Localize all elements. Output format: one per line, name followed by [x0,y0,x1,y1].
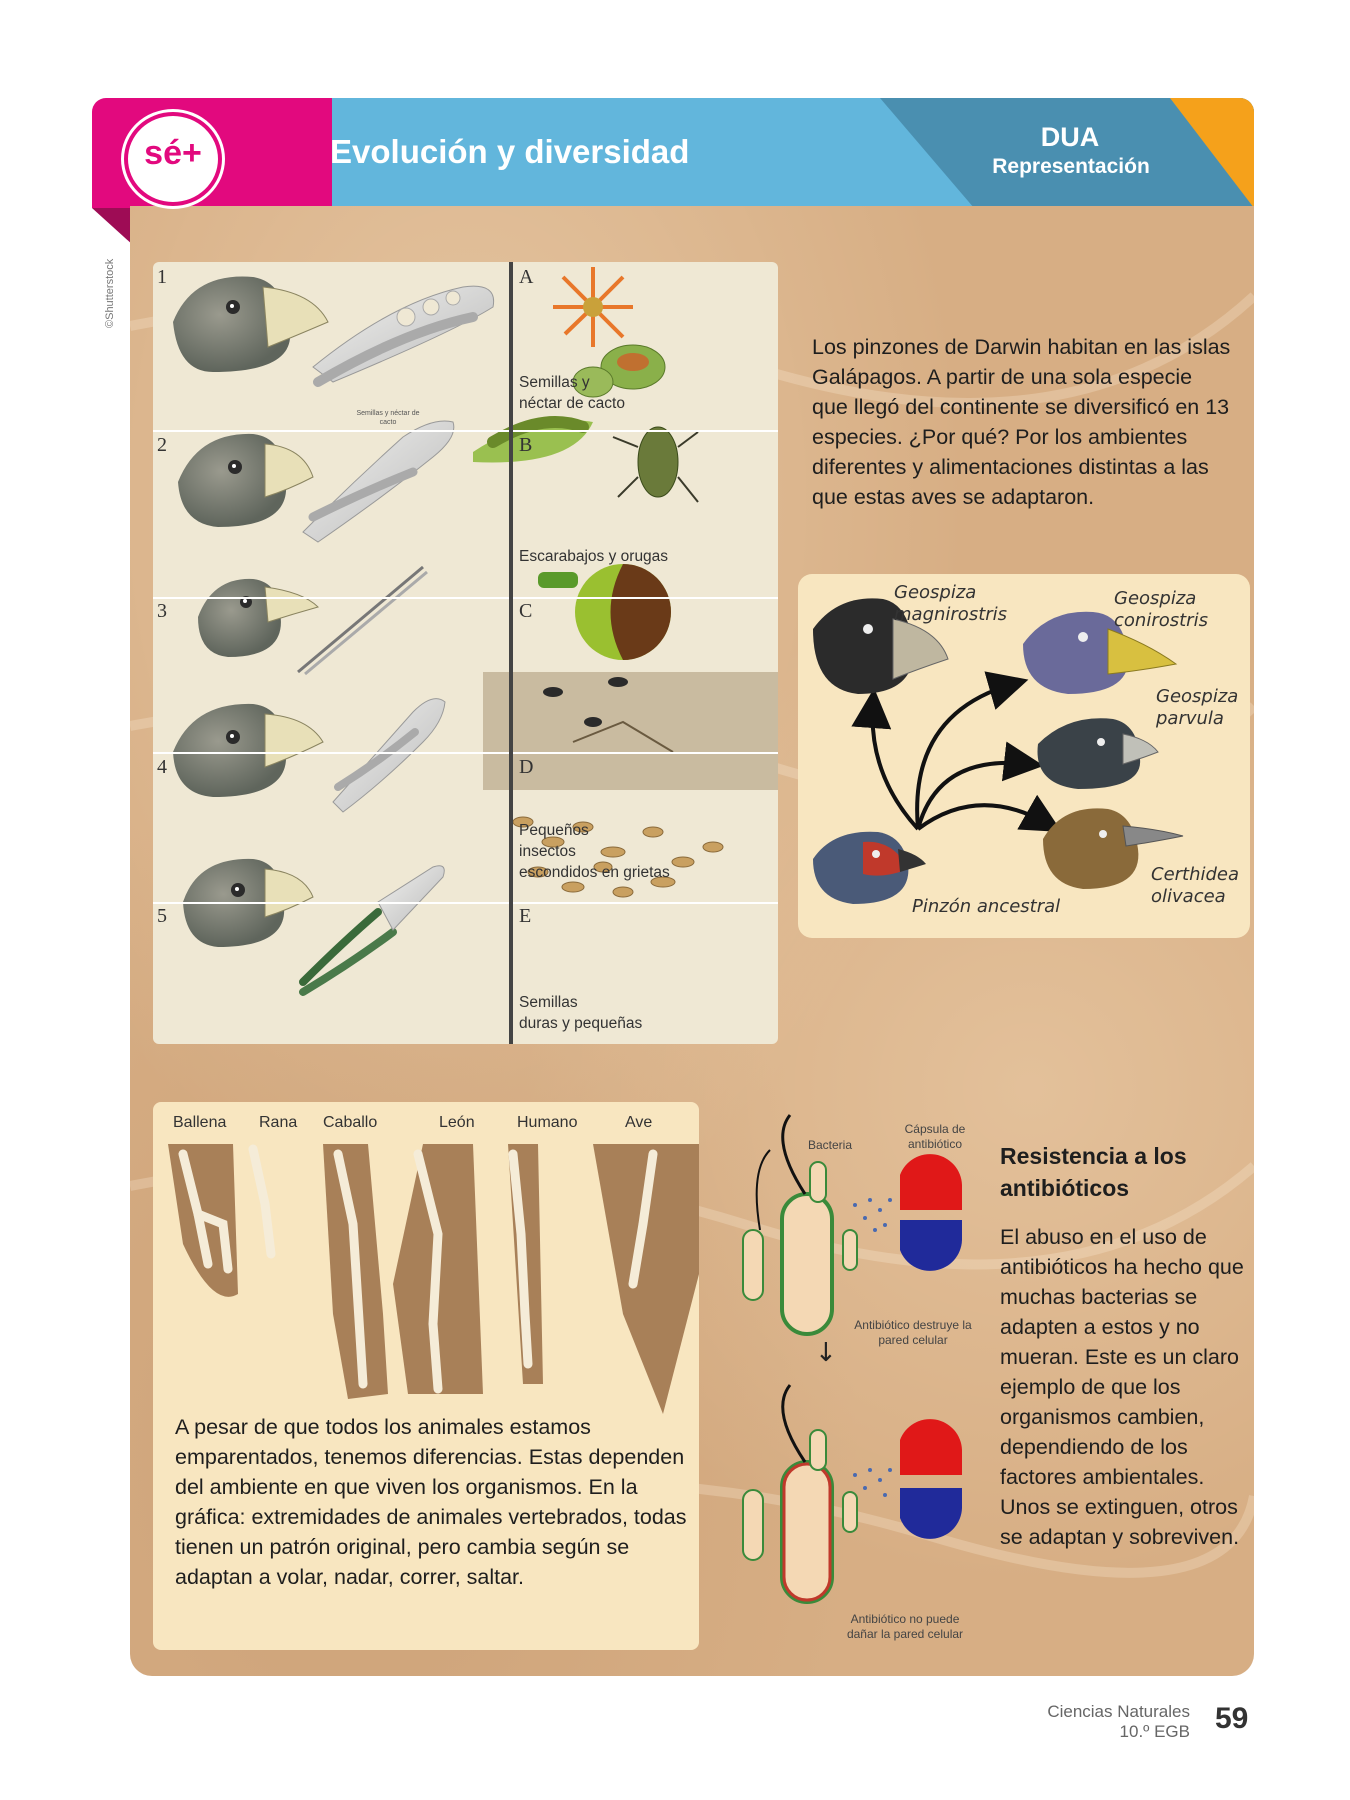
food-letter: D [519,756,534,778]
row-number: 2 [157,434,167,456]
bacteria-bottom [743,1385,857,1602]
capsule-label: Cápsula de antibiótico [904,1122,966,1151]
beak-comparison-panel [153,262,778,1044]
species-label: Geospiza parvula [1156,686,1239,729]
row-separator [153,902,778,904]
cannot-label: Antibiótico no puede dañar la pared celular [846,1612,964,1641]
limbs-text: A pesar de que todos los animales estamos emparentados, tenemos diferencias. Estas dependen del ambiente en que viven los organismos. En la gráfica: extremidades de animales vertebrados, todas tienen un patrón original, pero cambia según se adaptan a volar, nadar, correr, saltar. [175,1415,687,1589]
column-divider [509,262,513,1044]
limb-label: Humano [517,1114,578,1131]
food-label: Semillas y néctar de cacto [519,374,625,412]
species-label: Certhidea olivacea [1151,864,1240,907]
limb-label: Ave [625,1114,653,1131]
darwin-finches-text: Los pinzones de Darwin habitan en las islas Galápagos. A partir de una sola especie que llegó del continente se diversificó en 13 especies. ¿Por qué? Por los ambientes diferentes y alimentaciones distintas a las que estas aves se adaptaron. [812,335,1231,509]
capsule-top [900,1154,962,1271]
limb-bones-diagram [153,1134,699,1434]
limb-label: Ballena [173,1114,227,1131]
tiny-caption: Semillas y néctar de cacto [356,410,420,426]
limb-label: Rana [259,1114,298,1131]
food-letter: A [519,266,534,288]
down-arrow-icon: ↓ [815,1338,837,1368]
page-title: Evolución y diversidad [330,133,690,170]
footer-grade: 10.º EGB [1119,1722,1190,1741]
seed-fruit [538,564,671,660]
dua-label: DUA [1040,122,1100,152]
capsule-bottom [900,1419,962,1539]
limb-label: León [439,1114,475,1131]
species-label: Geospiza magnirostris [894,582,1008,625]
page-number: 59 [1215,1702,1249,1735]
footer-subject: Ciencias Naturales [1047,1702,1190,1721]
ancestor-head [813,832,926,904]
dua-subtitle: Representación [992,155,1150,178]
resistance-title: Resistencia a los antibióticos [1000,1143,1187,1201]
antibiotic-diagram [730,1110,1000,1640]
row-number: 5 [157,905,167,927]
finch-head-1 [173,277,328,372]
limb-label: Caballo [323,1114,378,1131]
beak-illustrations [153,262,778,1044]
caterpillar-beetle [473,420,698,502]
header-fold [92,208,134,246]
photo-credit: ©Shutterstock [104,258,116,328]
bacteria-label: Bacteria [808,1138,853,1152]
finch-tree-panel [798,574,1250,938]
species-label: Geospiza conirostris [1114,588,1208,631]
food-letter: C [519,600,533,622]
row-number: 3 [157,600,167,622]
food-label: Semillas duras y pequeñas [519,994,643,1032]
food-letter: B [519,434,533,456]
logo-text: sé+ [144,134,202,172]
resistance-text: El abuso en el uso de antibióticos ha hecho que muchas bacterias se adapten a estos y no mueran. Este es un claro ejemplo de que los organismos cambien, dependiendo de los factores ambientales. Unos se extinguen, otros se adaptan y sobreviven. [1000,1225,1244,1549]
row-separator [153,597,778,599]
finch-head-3 [198,579,318,657]
finch-head-2 [178,434,313,527]
finch-head-4 [173,704,323,797]
row-number: 1 [157,266,167,288]
food-label: Escarabajos y orugas [519,548,669,565]
food-letter: E [519,905,532,927]
parvula-head [1038,718,1159,789]
row-separator [153,752,778,754]
destroys-label: Antibiótico destruye la pared celular [854,1318,972,1347]
ancestor-label: Pinzón ancestral [912,896,1061,917]
row-number: 4 [157,756,167,778]
food-label: Pequeños insectos escondidos en grietas [519,822,670,881]
row-separator [153,430,778,432]
